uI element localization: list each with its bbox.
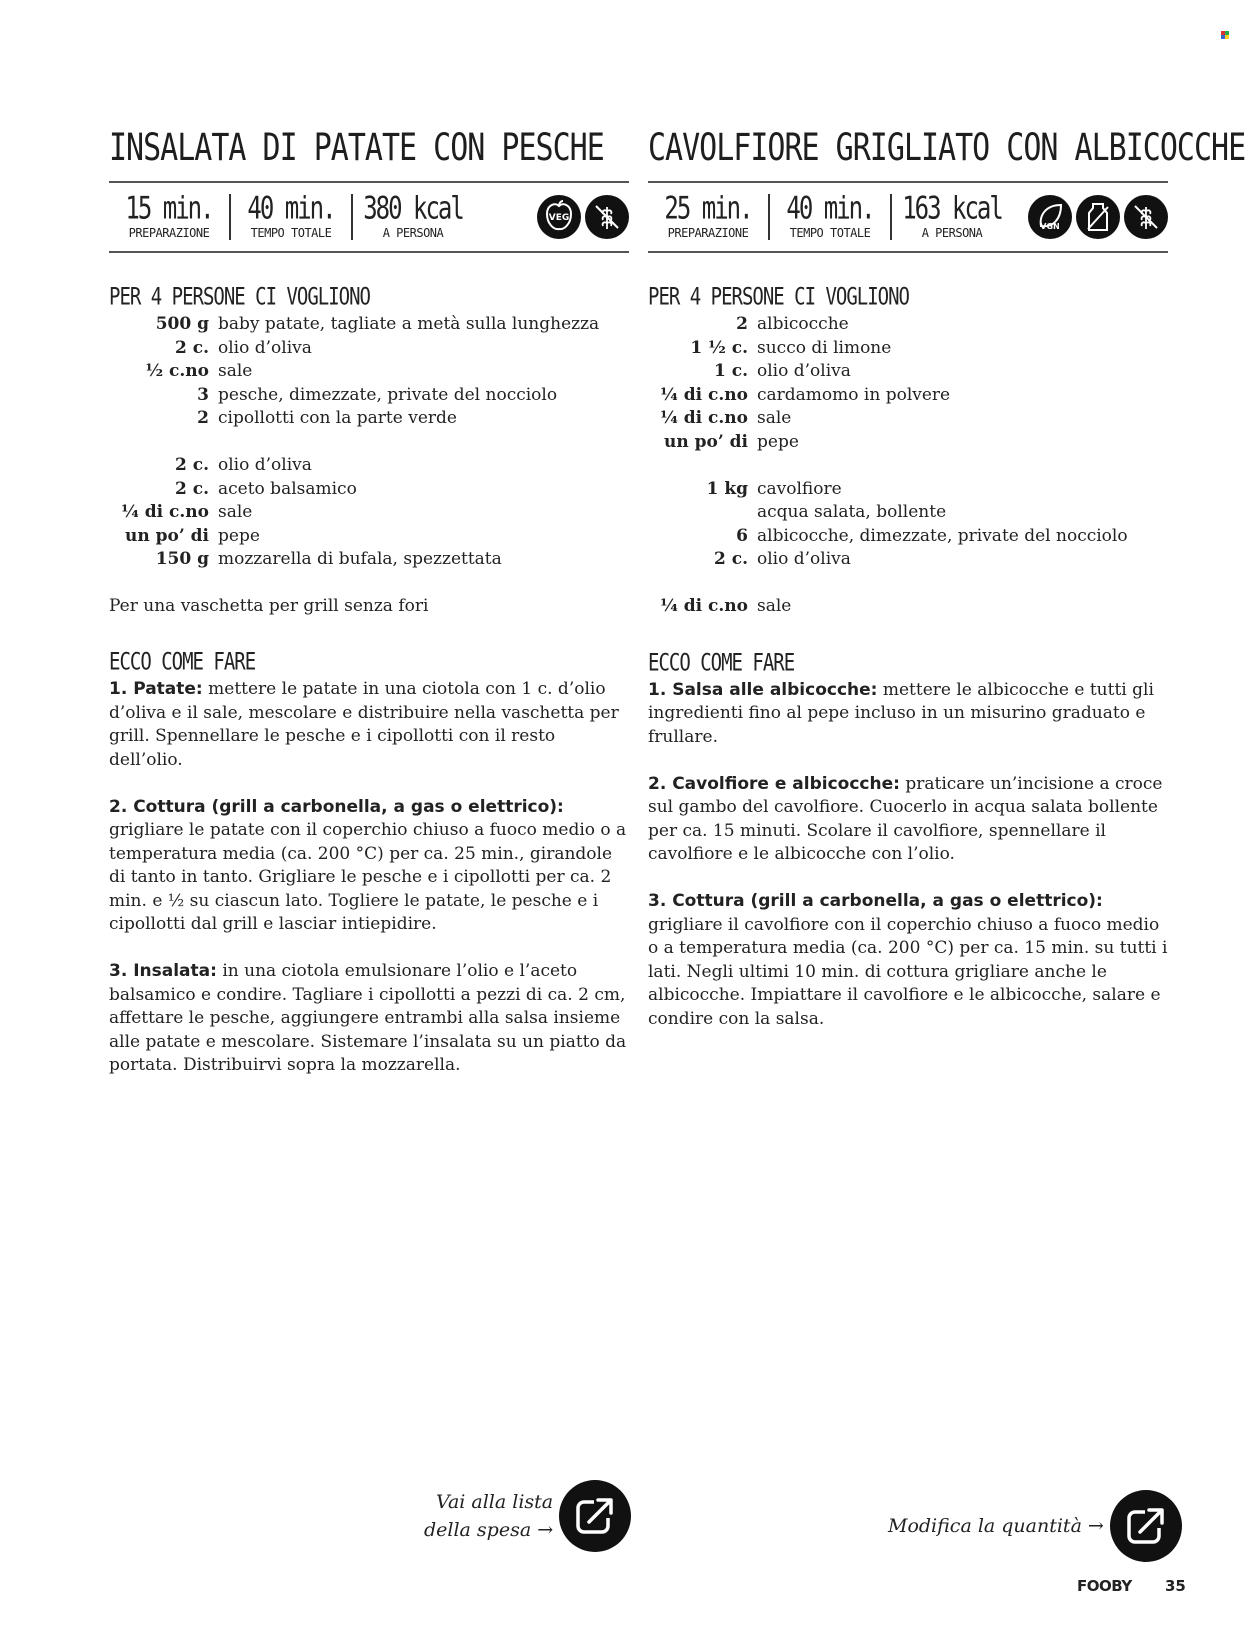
external-link-icon[interactable]: [1110, 1490, 1182, 1562]
stat-kcal: 380 kcal A PERSONA: [351, 194, 473, 240]
stat-total-time: 40 min. TEMPO TOTALE: [768, 194, 890, 240]
list-item: 1 ½ c. succo di limone: [690, 337, 892, 358]
page-footer: [1077, 1577, 1186, 1595]
list-item: ¼ di c.no cardamomo in polvere: [660, 384, 951, 405]
list-item: 6 albicocche, dimezzate, private del nocciolo: [736, 525, 1128, 546]
list-item: ¼ di c.no sale: [660, 596, 792, 616]
stat-total-time: 40 min. TEMPO TOTALE: [229, 194, 351, 240]
list-spacer: [109, 431, 629, 455]
lactose-free-icon: [1076, 195, 1120, 239]
page-number: 35: [1164, 1577, 1186, 1595]
stat-kcal: 163 kcal A PERSONA: [890, 194, 1012, 240]
list-item: 2 albicocche: [736, 314, 849, 334]
diet-badges: [1028, 195, 1168, 239]
list-item: 2 c. aceto balsamico: [174, 478, 357, 499]
recipe-title: CAVOLFIORE GRIGLIATO CON ALBICOCCHE: [648, 126, 1246, 170]
method-steps: [109, 678, 629, 1078]
list-item: ¼ di c.no sale: [660, 408, 792, 428]
list-item: 2 c. olio d’oliva: [713, 549, 851, 569]
svg-text:VEG: VEG: [548, 213, 570, 223]
svg-text:VGN: VGN: [1040, 222, 1060, 231]
list-item: ½ c.no sale: [145, 361, 253, 381]
list-item: 2 c. olio d’oliva: [174, 337, 312, 358]
vegan-icon: [1028, 195, 1072, 239]
list-item: acqua salata, bollente: [757, 502, 947, 522]
stat-preparation: 25 min. PREPARAZIONE: [664, 189, 752, 240]
list-item: 500 g baby patate, tagliate a metà sulla lunghezza: [155, 314, 600, 334]
diet-badges: [537, 195, 629, 239]
method-steps: [648, 679, 1168, 1032]
list-item: un po’ di pepe: [663, 431, 799, 452]
stat-preparation: 15 min. PREPARAZIONE: [125, 189, 213, 240]
method-heading: ECCO COME FARE: [648, 648, 795, 676]
corner-color-mark: [1221, 31, 1229, 39]
list-item: 150 g mozzarella di bufala, spezzettata: [155, 549, 502, 569]
method-heading: ECCO COME FARE: [109, 648, 256, 676]
ingredients-list: [648, 313, 1168, 619]
list-item: 2 c. olio d’oliva: [174, 455, 312, 475]
recipe-stats-bar: [109, 181, 629, 253]
shopping-list-label: Vai alla lista della spesa →: [424, 1491, 554, 1541]
method-step: 3. Cottura (grill a carbonella, a gas o elettrico): grigliare il cavolfiore con il coperchio chiuso a fuoco medio o a temperatura media (ca. 200 °C) per ca. 15 min. su tutti i lati. Negli ultimi 10 min. di cottura grigliare anche le albicocche. Impiattare il cavolfiore e le albicocche, salare e condire con la salsa.: [648, 891, 1168, 1029]
list-item: 2 cipollotti con la parte verde: [197, 408, 457, 428]
recipe-stats-bar: [648, 181, 1168, 253]
method-step: 2. Cottura (grill a carbonella, a gas o elettrico): grigliare le patate con il coperchio chiuso a fuoco medio o a temperatura media (ca. 200 °C) per ca. 25 min., girandole di tanto in tanto. Grigliare le pesche e i cipollotti per ca. 2 min. e ½ su ciascun lato. Togliere le patate, le pesche e i cipollotti dal grill e lasciar intiepidire.: [109, 796, 627, 934]
method-step: 2. Cavolfiore e albicocche: praticare un’incisione a croce sul gambo del cavolfiore. Cuocerlo in acqua salata bollente per ca. 15 minuti. Scolare il cavolfiore, spennellare il cavolfiore e le albicocche con l’olio.: [648, 773, 1163, 864]
gluten-free-icon: [1124, 195, 1168, 239]
ingredients-heading: PER 4 PERSONE CI VOGLIONO: [109, 283, 370, 311]
recipe-cavolfiore-grigliato: [648, 118, 1246, 1055]
list-spacer: [648, 454, 1168, 478]
gluten-free-icon: [585, 195, 629, 239]
method-step: 1. Salsa alle albicocche: mettere le albicocche e tutti gli ingredienti fino al pepe incluso in un misurino graduato e frullare.: [648, 679, 1154, 747]
list-item: un po’ di pepe: [124, 525, 260, 546]
method-step: 1. Patate: mettere le patate in una ciotola con 1 c. d’olio d’oliva e il sale, mescolare e distribuire nella vaschetta per grill. Spennellare le pesche e i cipollotti con il resto dell’olio.: [109, 679, 619, 770]
list-item: 3 pesche, dimezzate, private del nocciolo: [197, 384, 558, 405]
ingredients-list: [109, 313, 629, 572]
modify-quantity-label: Modifica la quantità →: [888, 1515, 1104, 1537]
equipment-note: Per una vaschetta per grill senza fori: [109, 595, 429, 616]
method-step: 3. Insalata: in una ciotola emulsionare l’olio e l’aceto balsamico e condire. Tagliare i cipollotti a pezzi di ca. 2 cm, affettare le pesche, aggiungere entrambi alla salsa insieme alle patate e mescolare. Sistemare l’insalata su un piatto da portata. Distribuirvi sopra la mozzarella.: [109, 961, 627, 1075]
list-spacer: [648, 572, 1168, 596]
recipe-title: INSALATA DI PATATE CON PESCHE: [109, 126, 604, 170]
external-link-icon[interactable]: [559, 1480, 631, 1552]
modify-quantity-link[interactable]: [888, 1490, 1182, 1562]
list-item: 1 c. olio d’oliva: [713, 361, 851, 381]
veg-icon: [537, 195, 581, 239]
list-item: ¼ di c.no sale: [121, 502, 253, 522]
shopping-list-link[interactable]: [424, 1480, 631, 1552]
list-item: 1 kg cavolfiore: [706, 478, 842, 499]
recipe-insalata-patate: [109, 118, 629, 1101]
ingredients-heading: PER 4 PERSONE CI VOGLIONO: [648, 283, 909, 311]
brand-logo: FOOBY: [1077, 1577, 1132, 1595]
